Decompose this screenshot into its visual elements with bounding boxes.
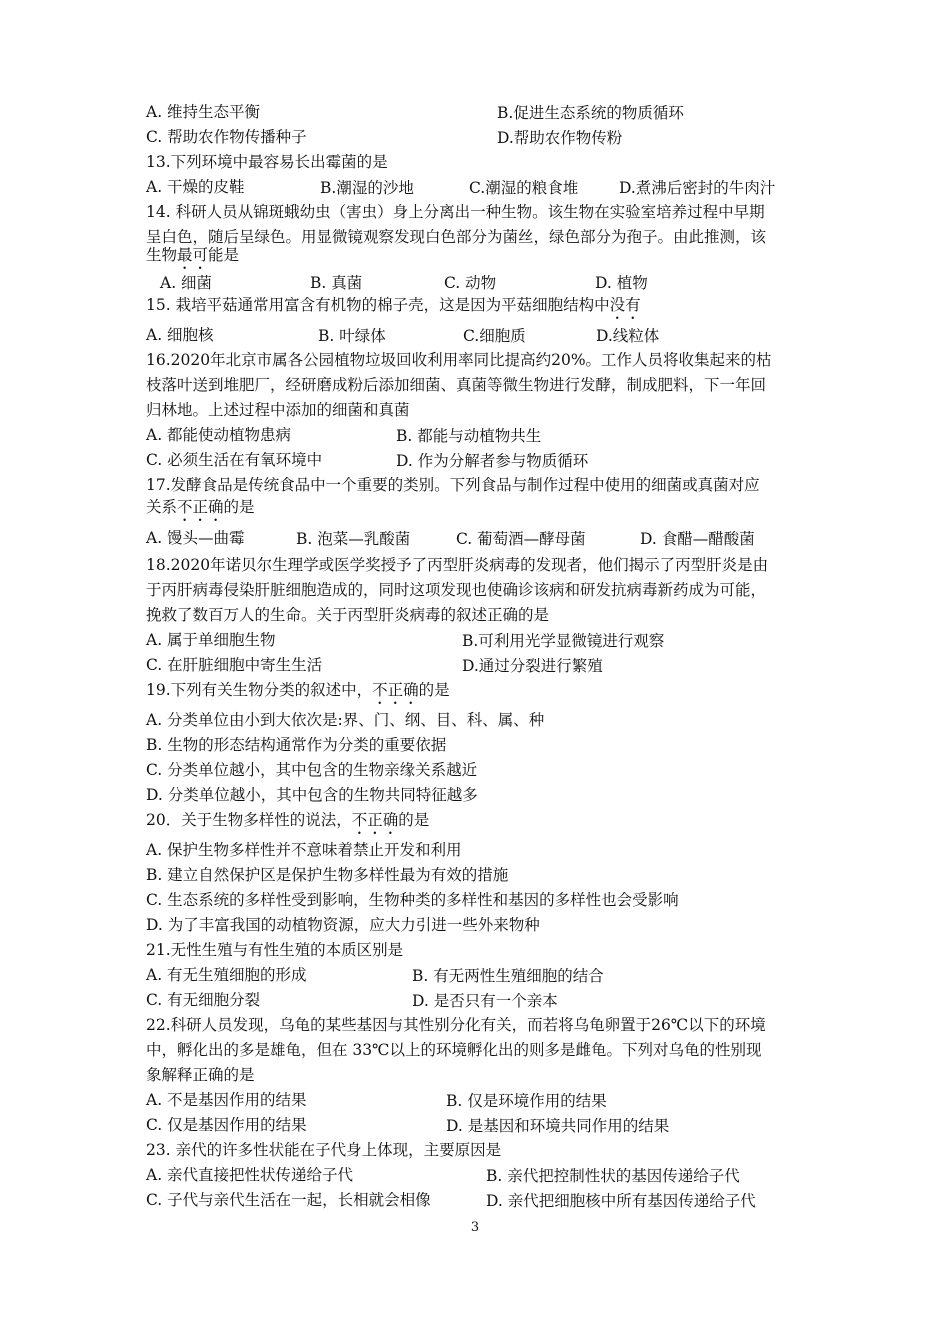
page-number: 3 [470, 1220, 480, 1235]
q22-stem-line3: 象解释正确的是 [146, 1066, 255, 1084]
q14-option-b: B. 真菌 [310, 274, 363, 292]
q18-stem-line2: 于丙肝病毒侵染肝脏细胞造成的，同时这项发现也使确诊该病和研发抗病毒新药成为可能， [146, 581, 767, 599]
q18-option-b: B.可利用光学显微镜进行观察 [462, 632, 665, 650]
q12-option-c: C. 帮助农作物传播种子 [146, 128, 307, 146]
q20-option-d: D. 为了丰富我国的动植物资源，应大力引进一些外来物种 [146, 916, 540, 934]
q21-stem: 21.无性生殖与有性生殖的本质区别是 [146, 941, 404, 959]
q20-option-c: C. 生态系统的多样性受到影响，生物种类的多样性和基因的多样性也会受影响 [146, 891, 679, 909]
q18-stem-line3: 挽救了数百万人的生命。关于丙型肝炎病毒的叙述正确的是 [146, 606, 550, 624]
q23-option-b: B. 亲代把控制性状的基因传递给子代 [486, 1167, 740, 1185]
q20-option-b: B. 建立自然保护区是保护生物多样性最为有效的措施 [146, 866, 509, 884]
q16-option-d: D. 作为分解者参与物质循环 [396, 452, 589, 470]
q18-option-c: C. 在肝脏细胞中寄生生活 [146, 656, 323, 674]
q16-stem-line3: 归林地。上述过程中添加的细菌和真菌 [146, 401, 410, 419]
q13-stem: 13.下列环境中最容易长出霉菌的是 [146, 153, 388, 171]
q23-option-d: D. 亲代把细胞核中所有基因传递给子代 [486, 1192, 756, 1210]
q13-option-c: C.潮湿的粮食堆 [469, 179, 579, 197]
q13-option-d: D.煮沸后密封的牛肉汁 [619, 179, 776, 197]
q19-option-b: B. 生物的形态结构通常作为分类的重要依据 [146, 736, 447, 754]
q16-stem-line1: 16.2020年北京市属各公园植物垃圾回收利用率同比提高约20%。工作人员将收集起来的枯 [146, 351, 772, 369]
q14-stem-line2: 呈白色，随后呈绿色。用显微镜观察发现白色部分为菌丝，绿色部分为孢子。由此推测，该 [146, 228, 767, 246]
q12-option-b: B.促进生态系统的物质循环 [497, 104, 684, 122]
q22-stem-line1: 22.科研人员发现，乌龟的某些基因与其性别分化有关，而若将乌龟卵置于26℃以下的环境 [146, 1016, 766, 1034]
q14-stem-line1: 14. 科研人员从锦斑蛾幼虫（害虫）身上分离出一种生物。该生物在实验室培养过程中早期 [146, 203, 765, 221]
q22-stem-line2: 中，孵化出的多是雄龟，但在 33℃以上的环境孵化出的则多是雌龟。下列对乌龟的性别现 [146, 1041, 762, 1059]
q15-option-c: C.细胞质 [463, 327, 526, 345]
q23-option-c: C. 子代与亲代生活在一起，长相就会相像 [146, 1191, 431, 1209]
emphasis-mark: 不正确 [177, 498, 224, 516]
q21-option-b: B. 有无两性生殖细胞的结合 [412, 967, 604, 985]
q22-option-a: A. 不是基因作用的结果 [146, 1091, 307, 1109]
q19-stem: 19.下列有关生物分类的叙述中，不正确的是 [146, 681, 450, 699]
q22-option-d: D. 是基因和环境共同作用的结果 [446, 1117, 670, 1135]
q22-option-b: B. 仅是环境作用的结果 [446, 1092, 607, 1110]
q16-option-c: C. 必须生活在有氧环境中 [146, 451, 323, 469]
q12-option-a: A. 维持生态平衡 [146, 103, 261, 121]
q17-option-b: B. 泡菜—乳酸菌 [296, 530, 411, 548]
q18-stem-line1: 18.2020年诺贝尔生理学或医学奖授予了丙型肝炎病毒的发现者，他们揭示了丙型肝炎是由 [146, 556, 769, 574]
q22-option-c: C. 仅是基因作用的结果 [146, 1116, 307, 1134]
q19-option-a: A. 分类单位由小到大依次是:界、门、纲、目、科、属、种 [146, 711, 545, 729]
q15-stem: 15. 栽培平菇通常用富含有机物的棉子壳，这是因为平菇细胞结构中没有 [146, 296, 641, 314]
q16-option-b: B. 都能与动植物共生 [396, 427, 542, 445]
emphasis-mark: 不正确 [372, 681, 419, 699]
q20-option-a: A. 保护生物多样性并不意味着禁止开发和利用 [146, 841, 462, 859]
q12-option-d: D.帮助农作物传粉 [497, 129, 623, 147]
q19-option-d: D. 分类单位越小，其中包含的生物共同特征越多 [146, 786, 478, 804]
q14-option-c: C. 动物 [444, 274, 497, 292]
q13-option-b: B.潮湿的沙地 [320, 179, 414, 197]
q14-option-a: A. 细菌 [160, 274, 213, 292]
q15-option-b: B. 叶绿体 [318, 327, 386, 345]
q16-option-a: A. 都能使动植物患病 [146, 426, 292, 444]
emphasis-mark: 没有 [609, 296, 641, 314]
q21-option-c: C. 有无细胞分裂 [146, 991, 261, 1009]
q13-option-a: A. 干燥的皮鞋 [146, 178, 245, 196]
q21-option-d: D. 是否只有一个亲本 [412, 992, 558, 1010]
q15-option-a: A. 细胞核 [146, 326, 214, 344]
emphasis-mark: 最可 [177, 246, 209, 264]
emphasis-mark: 不正确 [351, 811, 399, 829]
q18-option-d: D.通过分裂进行繁殖 [462, 657, 603, 675]
q15-option-d: D.线粒体 [596, 327, 660, 345]
q17-stem-line2: 关系不正确的是 [146, 498, 255, 516]
q17-stem-line1: 17.发酵食品是传统食品中一个重要的类别。下列食品与制作过程中使用的细菌或真菌对应 [146, 476, 760, 494]
q18-option-a: A. 属于单细胞生物 [146, 631, 276, 649]
q17-option-d: D. 食醋—醋酸菌 [640, 530, 755, 548]
q17-option-a: A. 馒头—曲霉 [146, 529, 245, 547]
q21-option-a: A. 有无生殖细胞的形成 [146, 966, 307, 984]
q16-stem-line2: 枝落叶送到堆肥厂，经研磨成粉后添加细菌、真菌等微生物进行发酵，制成肥料，下一年回 [146, 376, 767, 394]
q20-stem: 20．关于生物多样性的说法，不正确的是 [146, 811, 430, 829]
q17-option-c: C. 葡萄酒—酵母菌 [456, 530, 586, 548]
q23-stem: 23. 亲代的许多性状能在子代身上体现，主要原因是 [146, 1141, 502, 1159]
q14-stem-line3: 生物最可能是 [146, 246, 240, 264]
q19-option-c: C. 分类单位越小，其中包含的生物亲缘关系越近 [146, 761, 478, 779]
q23-option-a: A. 亲代直接把性状传递给子代 [146, 1166, 354, 1184]
q14-option-d: D. 植物 [595, 274, 648, 292]
